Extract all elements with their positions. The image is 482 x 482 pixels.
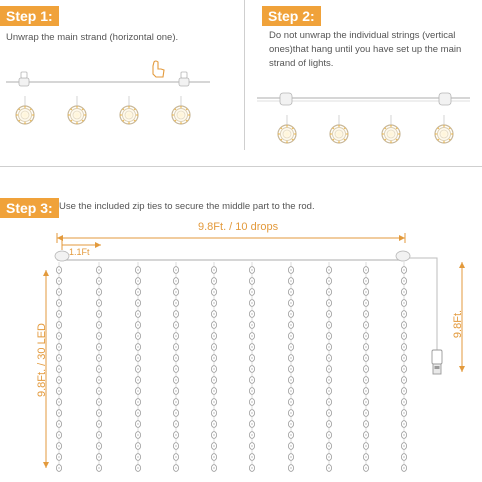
light-drop — [211, 262, 216, 472]
step-3-curtain — [55, 251, 442, 472]
clip-icon — [439, 93, 451, 105]
light-drop — [56, 262, 61, 472]
light-drop — [401, 262, 406, 472]
spacing-label: 1.1Ft — [69, 247, 90, 257]
coiled-string — [278, 115, 296, 143]
hand-pointer-icon — [153, 61, 164, 77]
width-label: 9.8Ft. / 10 drops — [198, 221, 279, 233]
light-drop — [326, 262, 331, 472]
step-2-badge: Step 2: — [262, 6, 321, 26]
step-1-instruction: Unwrap the main strand (horizontal one). — [6, 32, 179, 43]
step-2-instruction: Do not unwrap the individual strings (vertical ones)that hang until you have set up the main strand of lights. — [269, 30, 462, 69]
step-2-strand — [257, 93, 470, 143]
clip-icon — [19, 72, 29, 86]
step-3-instruction: Use the included zip ties to secure the middle part to the rod. — [59, 201, 315, 212]
coiled-string — [172, 96, 190, 124]
coiled-string — [382, 115, 400, 143]
light-drop — [135, 262, 140, 472]
light-drop — [96, 262, 101, 472]
coiled-string — [330, 115, 348, 143]
height-label: 9.8Ft. / 30 LED — [36, 323, 48, 397]
step-1-strand — [6, 61, 210, 124]
cable-label: 9.8Ft. — [452, 309, 464, 339]
clip-icon — [179, 72, 189, 86]
width-dimension — [57, 233, 405, 243]
light-drop — [288, 262, 293, 472]
light-drop — [363, 262, 368, 472]
coiled-string — [16, 96, 34, 124]
clip-icon — [396, 251, 410, 261]
step-3-badge: Step 3: — [0, 198, 59, 218]
coiled-string — [120, 96, 138, 124]
coiled-string — [68, 96, 86, 124]
light-drop — [173, 262, 178, 472]
light-drop — [249, 262, 254, 472]
clip-icon — [280, 93, 292, 105]
clip-icon — [55, 251, 69, 261]
step-1-badge: Step 1: — [0, 6, 59, 26]
coiled-string — [435, 115, 453, 143]
usb-plug-icon — [432, 350, 442, 374]
